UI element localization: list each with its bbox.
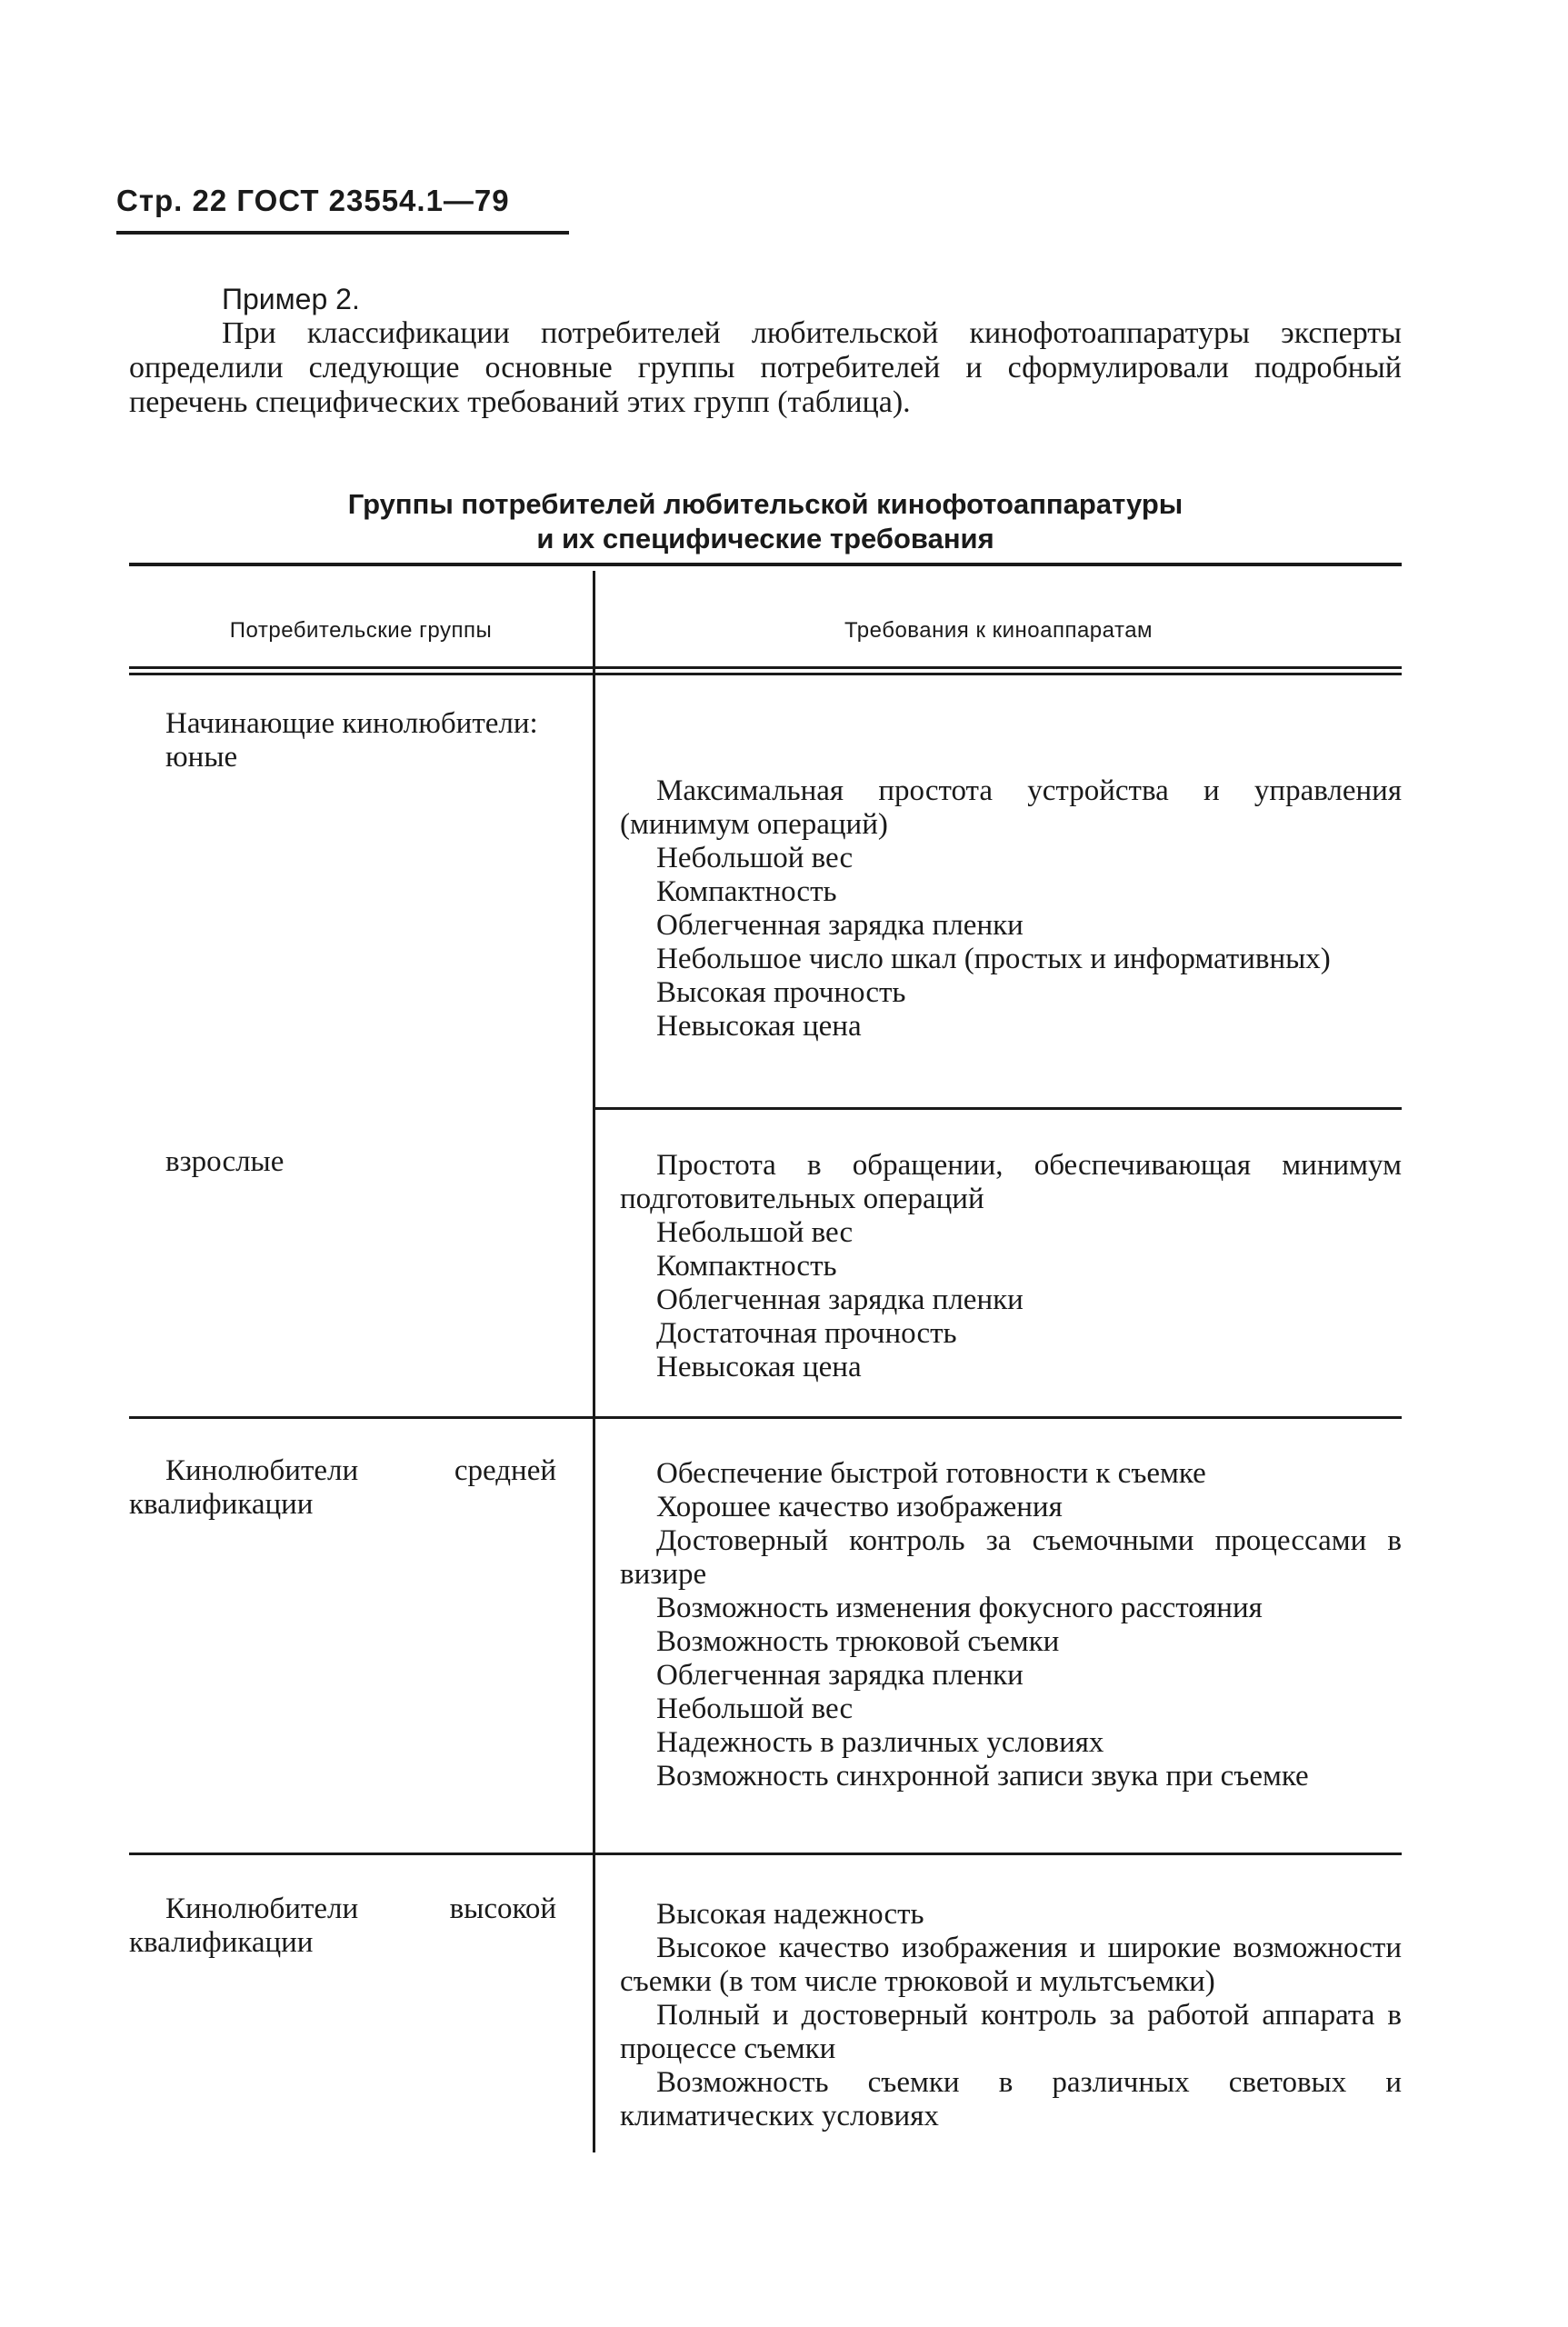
requirement-item: Небольшой вес bbox=[656, 842, 854, 874]
group-heading: Начинающие кинолюбители: bbox=[165, 707, 538, 740]
requirement-item: Невысокая цена bbox=[656, 1010, 862, 1043]
header-bottom-rule-double bbox=[129, 673, 1402, 675]
requirements-cell bbox=[620, 1457, 1402, 1793]
group-cell-medium bbox=[129, 1454, 556, 1522]
column-header-requirements: Требования к киноаппаратам bbox=[844, 618, 1154, 643]
requirement-item: Небольшой вес bbox=[656, 1216, 854, 1249]
table-top-rule bbox=[129, 563, 1402, 566]
requirements-cell bbox=[620, 774, 1402, 1044]
requirement-item: Облегченная зарядка пленки bbox=[656, 909, 1024, 942]
group-label: Кинолюбители средней квалификации bbox=[129, 1454, 556, 1521]
row-divider-3 bbox=[129, 1853, 1402, 1855]
requirement-item: Хорошее качество изображения bbox=[656, 1491, 1063, 1523]
header-bottom-rule bbox=[129, 666, 1402, 669]
requirement-item: Компактность bbox=[656, 1250, 837, 1283]
requirement-item: Максимальная простота устройства и управления (минимум операций) bbox=[620, 774, 1402, 841]
column-header-groups: Потребительские группы bbox=[229, 618, 493, 643]
table-title-line-2: и их специфические требования bbox=[536, 523, 994, 554]
group-label: взрослые bbox=[165, 1145, 285, 1178]
intro-paragraph: При классификации потребителей любительской кинофотоаппаратуры эксперты определили следующие основные группы потребителей и сформулировали подробный перечень специфических требований этих групп (таблица). bbox=[129, 316, 1402, 419]
row-divider-partial bbox=[593, 1107, 1402, 1110]
requirement-item: Высокая прочность bbox=[656, 976, 906, 1009]
column-divider bbox=[593, 571, 595, 2152]
requirement-item: Облегченная зарядка пленки bbox=[656, 1659, 1024, 1692]
requirements-cell bbox=[620, 1898, 1402, 2133]
table-title bbox=[129, 487, 1402, 556]
requirement-item: Компактность bbox=[656, 875, 837, 908]
requirement-item: Высокая надежность bbox=[656, 1898, 924, 1931]
page-reference: Стр. 22 ГОСТ 23554.1—79 bbox=[116, 184, 510, 217]
intro-section bbox=[129, 282, 1402, 420]
requirement-item: Облегченная зарядка пленки bbox=[656, 1283, 1024, 1316]
group-cell-adults bbox=[129, 1145, 556, 1179]
table-title-line-1: Группы потребителей любительской кинофотоаппаратуры bbox=[347, 488, 1183, 520]
requirement-item: Полный и достоверный контроль за работой аппарата в процессе съемки bbox=[620, 1999, 1402, 2065]
requirements-cell bbox=[620, 1149, 1402, 1384]
group-cell-beginners bbox=[129, 707, 556, 774]
requirement-item: Возможность изменения фокусного расстояния bbox=[656, 1592, 1263, 1624]
group-label: юные bbox=[165, 741, 238, 774]
example-label: Пример 2. bbox=[222, 283, 360, 315]
requirement-item: Небольшое число шкал (простых и информативных) bbox=[656, 943, 1331, 975]
requirement-item: Достоверный контроль за съемочными процессами в визире bbox=[620, 1524, 1402, 1591]
group-label: Кинолюбители высокой квалификации bbox=[129, 1893, 556, 1959]
requirement-item: Невысокая цена bbox=[656, 1351, 862, 1383]
requirement-item: Обеспечение быстрой готовности к съемке bbox=[656, 1457, 1206, 1490]
group-cell-high bbox=[129, 1893, 556, 1960]
requirement-item: Простота в обращении, обеспечивающая минимум подготовительных операций bbox=[620, 1149, 1402, 1215]
row-divider-2 bbox=[129, 1416, 1402, 1419]
requirement-item: Возможность съемки в различных световых и климатических условиях bbox=[620, 2066, 1402, 2132]
requirement-item: Возможность трюковой съемки bbox=[656, 1625, 1060, 1658]
header-rule bbox=[116, 231, 569, 235]
requirement-item: Небольшой вес bbox=[656, 1693, 854, 1725]
requirement-item: Достаточная прочность bbox=[656, 1317, 957, 1350]
requirement-item: Высокое качество изображения и широкие возможности съемки (в том числе трюковой и мультсъемки) bbox=[620, 1932, 1402, 1998]
requirement-item: Надежность в различных условиях bbox=[656, 1726, 1104, 1759]
requirement-item: Возможность синхронной записи звука при съемке bbox=[656, 1760, 1309, 1793]
